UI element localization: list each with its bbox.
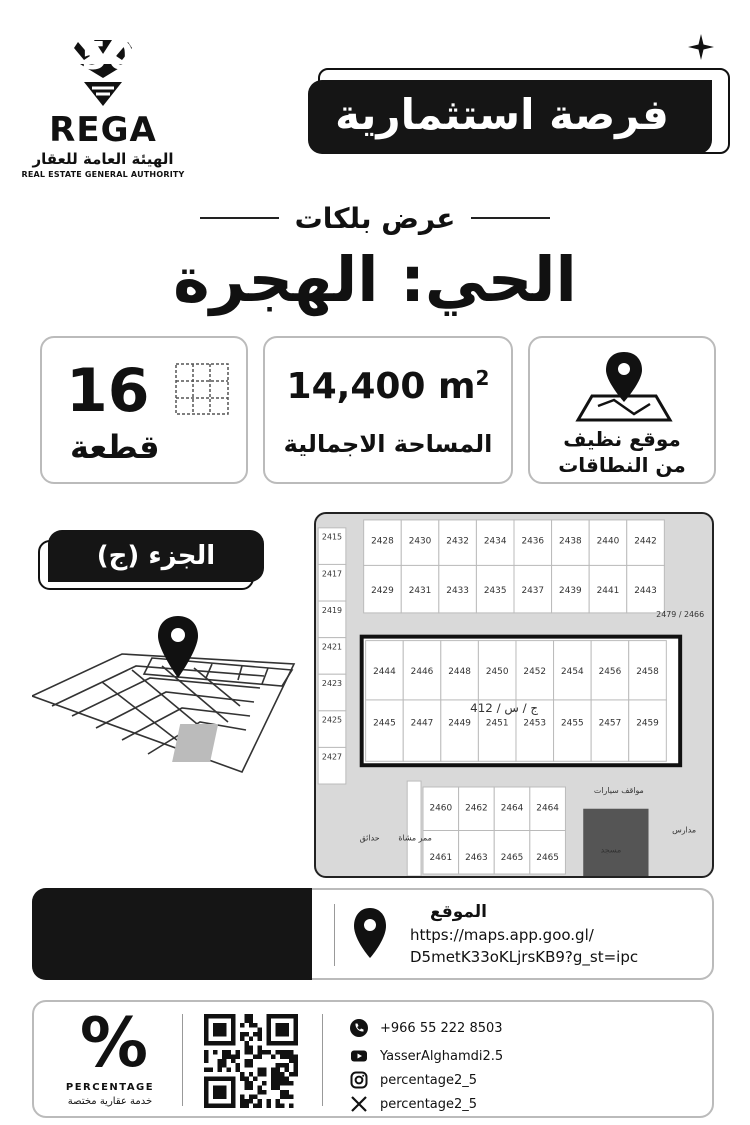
plot-number: 2464 bbox=[536, 803, 559, 814]
qr-module bbox=[285, 1050, 289, 1054]
gardens-label: حدائق bbox=[359, 833, 380, 843]
sparkle-icon bbox=[688, 34, 714, 60]
plot-count: 16 bbox=[66, 356, 150, 426]
qr-module bbox=[231, 1054, 235, 1058]
qr-module bbox=[280, 1095, 284, 1099]
plot-number: 2415 bbox=[321, 532, 343, 542]
qr-module bbox=[294, 1063, 298, 1067]
plot-cell bbox=[403, 700, 441, 761]
qr-module bbox=[249, 1018, 253, 1022]
mosque-block bbox=[583, 809, 648, 876]
plot-cell bbox=[366, 700, 404, 761]
qr-module bbox=[289, 1050, 293, 1054]
riyal-symbol-icon bbox=[12, 46, 34, 72]
map-pin-icon bbox=[574, 348, 674, 424]
location-url[interactable]: https://maps.app.goo.gl/ bbox=[410, 926, 594, 944]
plot-number: 2445 bbox=[373, 718, 396, 729]
brand-name: PERCENTAGE bbox=[65, 1082, 155, 1093]
qr-module bbox=[289, 1095, 293, 1099]
qr-module bbox=[240, 1104, 244, 1108]
qr-module bbox=[249, 1014, 253, 1018]
plot-cell bbox=[629, 700, 667, 761]
offer-heading bbox=[200, 200, 550, 236]
qr-module bbox=[253, 1077, 257, 1081]
qr-module bbox=[271, 1068, 275, 1072]
qr-module bbox=[285, 1090, 289, 1094]
qr-module bbox=[267, 1104, 271, 1108]
total-area-value: 14,400 $m^2$ bbox=[286, 366, 490, 407]
qr-module bbox=[226, 1050, 230, 1054]
qr-module bbox=[244, 1086, 248, 1090]
plot-number: 2447 bbox=[410, 718, 434, 729]
grid-icon bbox=[174, 362, 230, 416]
qr-module bbox=[244, 1041, 248, 1045]
qr-module bbox=[289, 1081, 293, 1085]
qr-module bbox=[240, 1072, 244, 1076]
location-title: الموقع bbox=[430, 902, 488, 922]
plot-number: 2462 bbox=[465, 803, 488, 814]
plot-number: 2449 bbox=[448, 718, 471, 729]
qr-module bbox=[249, 1086, 253, 1090]
walkway-strip bbox=[407, 781, 421, 876]
logo-word: REGA bbox=[49, 110, 157, 150]
qr-module bbox=[240, 1036, 244, 1040]
logo-english-name: REAL ESTATE GENERAL AUTHORITY bbox=[21, 170, 185, 179]
qr-finder bbox=[276, 1023, 289, 1036]
qr-module bbox=[213, 1050, 217, 1054]
qr-module bbox=[285, 1054, 289, 1058]
qr-module bbox=[289, 1104, 293, 1108]
qr-module bbox=[289, 1059, 293, 1063]
plot-illustration bbox=[32, 612, 304, 780]
qr-module bbox=[258, 1072, 262, 1076]
qr-module bbox=[262, 1068, 266, 1072]
qr-module bbox=[262, 1081, 266, 1085]
qr-module bbox=[262, 1090, 266, 1094]
qr-module bbox=[258, 1090, 262, 1094]
qr-module bbox=[244, 1059, 248, 1063]
qr-module bbox=[258, 1032, 262, 1036]
qr-module bbox=[280, 1104, 284, 1108]
logo-arabic-name: الهيئة العامة للعقار bbox=[32, 150, 174, 168]
qr-module bbox=[235, 1050, 239, 1054]
qr-module bbox=[235, 1068, 239, 1072]
qr-module bbox=[294, 1072, 298, 1076]
plot-number: 2439 bbox=[559, 586, 582, 597]
qr-module bbox=[271, 1081, 275, 1085]
qr-module bbox=[217, 1059, 221, 1063]
percentage-logo: % bbox=[79, 1004, 149, 1083]
qr-module bbox=[204, 1059, 208, 1063]
qr-module bbox=[240, 1095, 244, 1099]
qr-module bbox=[249, 1023, 253, 1027]
plot-number: 2452 bbox=[523, 667, 547, 678]
plot-number: 2433 bbox=[446, 586, 469, 597]
plot-number: 2453 bbox=[523, 718, 547, 729]
total-area-label: المساحة الاجمالية bbox=[283, 430, 493, 458]
banner-title: فرصة استثمارية bbox=[335, 90, 669, 139]
qr-module bbox=[249, 1045, 253, 1049]
qr-module bbox=[289, 1072, 293, 1076]
qr-module bbox=[267, 1099, 271, 1103]
walkway-label: ممر مشاة bbox=[398, 833, 432, 843]
qr-module bbox=[294, 1054, 298, 1058]
qr-module bbox=[285, 1077, 289, 1081]
qr-module bbox=[204, 1054, 208, 1058]
contact-instagram[interactable]: percentage2_5 bbox=[350, 1070, 477, 1090]
qr-module bbox=[280, 1077, 284, 1081]
qr-module bbox=[276, 1068, 280, 1072]
plot-number: 2427 bbox=[321, 752, 343, 762]
plot-cell bbox=[554, 700, 592, 761]
plot-number: 2429 bbox=[371, 586, 394, 597]
qr-module bbox=[240, 1099, 244, 1103]
qr-module bbox=[258, 1068, 262, 1072]
qr-module bbox=[244, 1104, 248, 1108]
qr-module bbox=[222, 1050, 226, 1054]
qr-finder bbox=[213, 1023, 226, 1036]
plot-number: 2454 bbox=[561, 667, 584, 678]
divider-line bbox=[200, 217, 279, 219]
qr-module bbox=[285, 1081, 289, 1085]
plot-number: 2441 bbox=[596, 586, 620, 597]
price-label: السعر bbox=[161, 12, 209, 31]
plot-map-svg bbox=[316, 514, 712, 876]
price-value: 6,500,000 bbox=[40, 34, 254, 78]
plot-number: 2461 bbox=[429, 853, 453, 864]
qr-module bbox=[235, 1063, 239, 1067]
plot-number: 2435 bbox=[483, 586, 507, 597]
contact-x[interactable]: percentage2_5 bbox=[350, 1094, 477, 1114]
qr-module bbox=[271, 1072, 275, 1076]
qr-module bbox=[262, 1072, 266, 1076]
plot-count-card bbox=[40, 336, 248, 484]
plot-number: 2423 bbox=[321, 679, 343, 689]
qr-module bbox=[244, 1077, 248, 1081]
qr-module bbox=[253, 1054, 257, 1058]
qr-module bbox=[262, 1050, 266, 1054]
plot-number: 2465 bbox=[536, 853, 559, 864]
plot-number: 2432 bbox=[446, 536, 469, 547]
qr-module bbox=[276, 1081, 280, 1085]
qr-module bbox=[280, 1090, 284, 1094]
plot-number: 2428 bbox=[371, 536, 394, 547]
plot-number: 2442 bbox=[634, 536, 657, 547]
plot-number: 2460 bbox=[429, 803, 453, 814]
plot-number: 2450 bbox=[485, 667, 509, 678]
qr-module bbox=[249, 1081, 253, 1085]
qr-module bbox=[249, 1095, 253, 1099]
location-quality-card bbox=[528, 336, 716, 484]
qr-module bbox=[222, 1063, 226, 1067]
qr-module bbox=[280, 1063, 284, 1067]
qr-module bbox=[271, 1077, 275, 1081]
qr-module bbox=[222, 1054, 226, 1058]
qr-module bbox=[253, 1032, 257, 1036]
divider-line bbox=[471, 217, 550, 219]
qr-module bbox=[280, 1050, 284, 1054]
plot-number: 2434 bbox=[483, 536, 507, 547]
qr-module bbox=[280, 1072, 284, 1076]
qr-module bbox=[253, 1104, 257, 1108]
plot-number: 2464 bbox=[500, 803, 524, 814]
qr-module bbox=[285, 1068, 289, 1072]
qr-module bbox=[267, 1050, 271, 1054]
qr-module bbox=[276, 1099, 280, 1103]
qr-module bbox=[240, 1023, 244, 1027]
qr-module bbox=[253, 1095, 257, 1099]
plot-number: 2430 bbox=[408, 536, 432, 547]
plot-number: 2436 bbox=[521, 536, 545, 547]
qr-module bbox=[249, 1036, 253, 1040]
qr-module bbox=[226, 1068, 230, 1072]
qr-module bbox=[235, 1054, 239, 1058]
qr-module bbox=[240, 1077, 244, 1081]
qr-module bbox=[204, 1050, 208, 1054]
plot-number: 2465 bbox=[500, 853, 524, 864]
qr-module bbox=[231, 1059, 235, 1063]
plot-number: 2419 bbox=[321, 605, 343, 615]
qr-module bbox=[258, 1054, 262, 1058]
plot-number: 2459 bbox=[636, 718, 659, 729]
qr-module bbox=[208, 1068, 212, 1072]
qr-module bbox=[258, 1036, 262, 1040]
qr-module bbox=[258, 1050, 262, 1054]
location-quality-text: موقع نظيف من النطاقات bbox=[558, 427, 686, 477]
qr-module bbox=[289, 1054, 293, 1058]
qr-module bbox=[276, 1086, 280, 1090]
qr-module bbox=[285, 1095, 289, 1099]
plot-number: 2457 bbox=[598, 718, 622, 729]
qr-module bbox=[217, 1063, 221, 1067]
divider bbox=[182, 1014, 183, 1106]
qr-module bbox=[276, 1050, 280, 1054]
price-box bbox=[32, 888, 312, 980]
plot-number: 2463 bbox=[465, 853, 488, 864]
instagram-icon bbox=[350, 1071, 368, 1089]
qr-module bbox=[280, 1054, 284, 1058]
qr-module bbox=[285, 1063, 289, 1067]
youtube-icon bbox=[350, 1047, 368, 1065]
qr-module bbox=[258, 1099, 262, 1103]
qr-module bbox=[244, 1081, 248, 1085]
qr-module bbox=[249, 1072, 253, 1076]
qr-module bbox=[249, 1059, 253, 1063]
qr-module bbox=[244, 1063, 248, 1067]
phone-icon bbox=[350, 1019, 368, 1037]
qr-module bbox=[244, 1050, 248, 1054]
qr-module bbox=[226, 1054, 230, 1058]
offer-text: عرض بلكات bbox=[294, 201, 456, 235]
plot-number: 2444 bbox=[373, 667, 396, 678]
plot-count-unit: قطعة bbox=[70, 428, 160, 466]
location-url-continued[interactable]: D5metK33oKLjrsKB9?g_st=ipc bbox=[410, 948, 639, 966]
qr-module bbox=[244, 1014, 248, 1018]
plot-number: 2458 bbox=[636, 667, 659, 678]
qr-module bbox=[271, 1054, 275, 1058]
qr-module bbox=[244, 1032, 248, 1036]
plot-number: 2443 bbox=[634, 586, 657, 597]
qr-module bbox=[258, 1027, 262, 1031]
plot-number: 2431 bbox=[408, 586, 432, 597]
qr-module bbox=[294, 1059, 298, 1063]
part-tag: الجزء (ج) bbox=[48, 530, 264, 582]
plan-number: ج / س / 412 bbox=[470, 700, 539, 715]
qr-module bbox=[258, 1086, 262, 1090]
plot-number: 2440 bbox=[596, 536, 620, 547]
qr-module bbox=[294, 1068, 298, 1072]
parking-label: مواقف سيارات bbox=[593, 785, 644, 795]
qr-module bbox=[204, 1068, 208, 1072]
contact-youtube[interactable]: YasserAlghamdi2.5 bbox=[350, 1046, 503, 1066]
qr-module bbox=[276, 1077, 280, 1081]
qr-module bbox=[217, 1068, 221, 1072]
qr-module bbox=[258, 1104, 262, 1108]
plot-cell bbox=[591, 700, 629, 761]
brand-tagline: خدمة عقارية مختصة bbox=[67, 1096, 153, 1107]
qr-module bbox=[276, 1072, 280, 1076]
plot-number: 2421 bbox=[321, 642, 343, 652]
qr-code[interactable] bbox=[204, 1014, 298, 1108]
plot-number: 2446 bbox=[410, 667, 434, 678]
total-area-card bbox=[263, 336, 513, 484]
plot-map bbox=[314, 512, 714, 878]
qr-module bbox=[249, 1099, 253, 1103]
qr-module bbox=[244, 1099, 248, 1103]
qr-module bbox=[258, 1045, 262, 1049]
plot-number: 2456 bbox=[598, 667, 622, 678]
mosque-label: مسجد bbox=[600, 845, 622, 855]
qr-module bbox=[249, 1050, 253, 1054]
qr-finder bbox=[213, 1086, 226, 1099]
plot-number: 2437 bbox=[521, 586, 545, 597]
qr-module bbox=[249, 1063, 253, 1067]
qr-module bbox=[280, 1081, 284, 1085]
plot-number: 2425 bbox=[321, 715, 343, 725]
plot-number: 2455 bbox=[561, 718, 584, 729]
qr-module bbox=[244, 1018, 248, 1022]
road-label: 2479 / 2466 bbox=[656, 609, 705, 619]
qr-module bbox=[240, 1032, 244, 1036]
district-title: الحي: الهجرة bbox=[173, 243, 577, 316]
qr-module bbox=[271, 1086, 275, 1090]
divider bbox=[322, 1014, 323, 1106]
plot-number: 2448 bbox=[448, 667, 471, 678]
contact-phone[interactable]: +966 55 222 8503 bbox=[350, 1018, 503, 1038]
location-pin-icon[interactable] bbox=[352, 906, 388, 960]
x-icon bbox=[350, 1095, 368, 1113]
plot-number: 2438 bbox=[559, 536, 582, 547]
schools-label: مدارس bbox=[672, 825, 697, 835]
qr-module bbox=[222, 1059, 226, 1063]
divider bbox=[334, 904, 335, 966]
qr-module bbox=[244, 1045, 248, 1049]
qr-module bbox=[253, 1023, 257, 1027]
plot-number: 2417 bbox=[321, 569, 343, 579]
qr-module bbox=[276, 1104, 280, 1108]
qr-module bbox=[276, 1063, 280, 1067]
plot-number: 2451 bbox=[485, 718, 509, 729]
